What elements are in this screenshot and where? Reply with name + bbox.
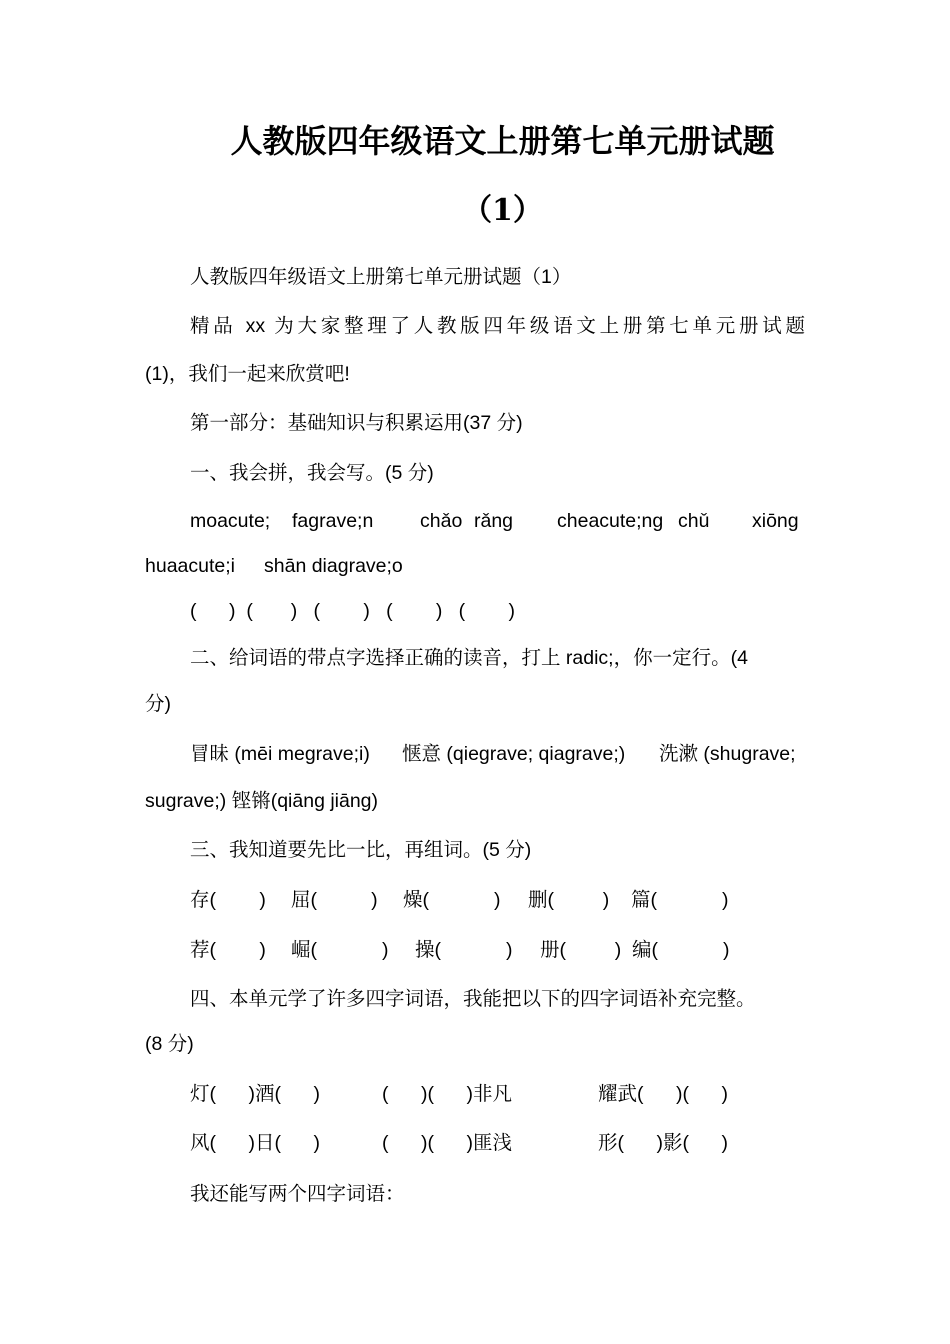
pinyin-item: chǎo [420, 510, 463, 532]
q4-cell: 形( )影( ) [598, 1132, 728, 1154]
q3-cell: 篇( ) [631, 889, 729, 911]
q3-cell: 操( ) [415, 939, 513, 961]
pinyin-item: fagrave;n [292, 510, 374, 532]
q4-cell: 风( )日( ) [190, 1132, 320, 1154]
q1-heading: 一、我会拼，我会写。(5 分) [190, 462, 434, 484]
intro-line-1: 精品 xx 为大家整理了人教版四年级语文上册第七单元册试题 [190, 315, 805, 337]
q4-cell: 灯( )酒( ) [190, 1083, 320, 1105]
pinyin-item: huaacute;i [145, 555, 235, 577]
pinyin-item: moacute; [190, 510, 271, 532]
intro-line-2: (1)，我们一起来欣赏吧! [145, 363, 350, 385]
document-title-number: （1） [462, 193, 543, 228]
q2-item: 惬意 (qiegrave; qiagrave;) [402, 743, 626, 765]
q1-answer-blanks: ( ) ( ) ( ) ( ) ( ) [190, 600, 515, 622]
q4-cell: ( )( )匪浅 [382, 1132, 512, 1154]
subtitle: 人教版四年级语文上册第七单元册试题（1） [190, 266, 572, 288]
document-title: 人教版四年级语文上册第七单元册试题 [230, 122, 775, 160]
q4-cell: ( )( )非凡 [382, 1083, 512, 1105]
q3-cell: 燥( ) [403, 889, 501, 911]
q2-item-line-2: sugrave;) 铿锵(qiāng jiāng) [145, 790, 379, 812]
q3-cell: 屈( ) [291, 889, 378, 911]
q3-heading: 三、我知道要先比一比，再组词。(5 分) [190, 839, 532, 861]
q4-footer: 我还能写两个四字词语： [190, 1183, 405, 1205]
q2-item: 冒昧 (mēi megrave;i) [190, 743, 370, 765]
q3-cell: 荐( ) [190, 939, 266, 961]
part1-heading: 第一部分：基础知识与积累运用(37 分) [190, 412, 523, 434]
q2-item: 洗漱 (shugrave; [659, 743, 796, 765]
pinyin-item: chǔ [678, 510, 710, 532]
q2-heading-line-1: 二、给词语的带点字选择正确的读音，打上 radic;，你一定行。(4 [190, 647, 748, 669]
pinyin-item: rǎng [474, 510, 514, 532]
q4-cell: 耀武( )( ) [598, 1083, 728, 1105]
pinyin-item: shān diagrave;o [264, 555, 403, 577]
q4-heading-line-1: 四、本单元学了许多四字词语，我能把以下的四字词语补充完整。 [190, 988, 756, 1010]
q2-heading-line-2: 分) [145, 693, 171, 715]
q3-cell: 编( ) [632, 939, 730, 961]
pinyin-item: cheacute;ng [557, 510, 664, 532]
q3-cell: 册( ) [540, 939, 622, 961]
q3-cell: 删( ) [528, 889, 610, 911]
q4-heading-line-2: (8 分) [145, 1033, 194, 1055]
q3-cell: 崛( ) [291, 939, 389, 961]
q3-cell: 存( ) [190, 889, 266, 911]
pinyin-item: xiōng [752, 510, 799, 532]
